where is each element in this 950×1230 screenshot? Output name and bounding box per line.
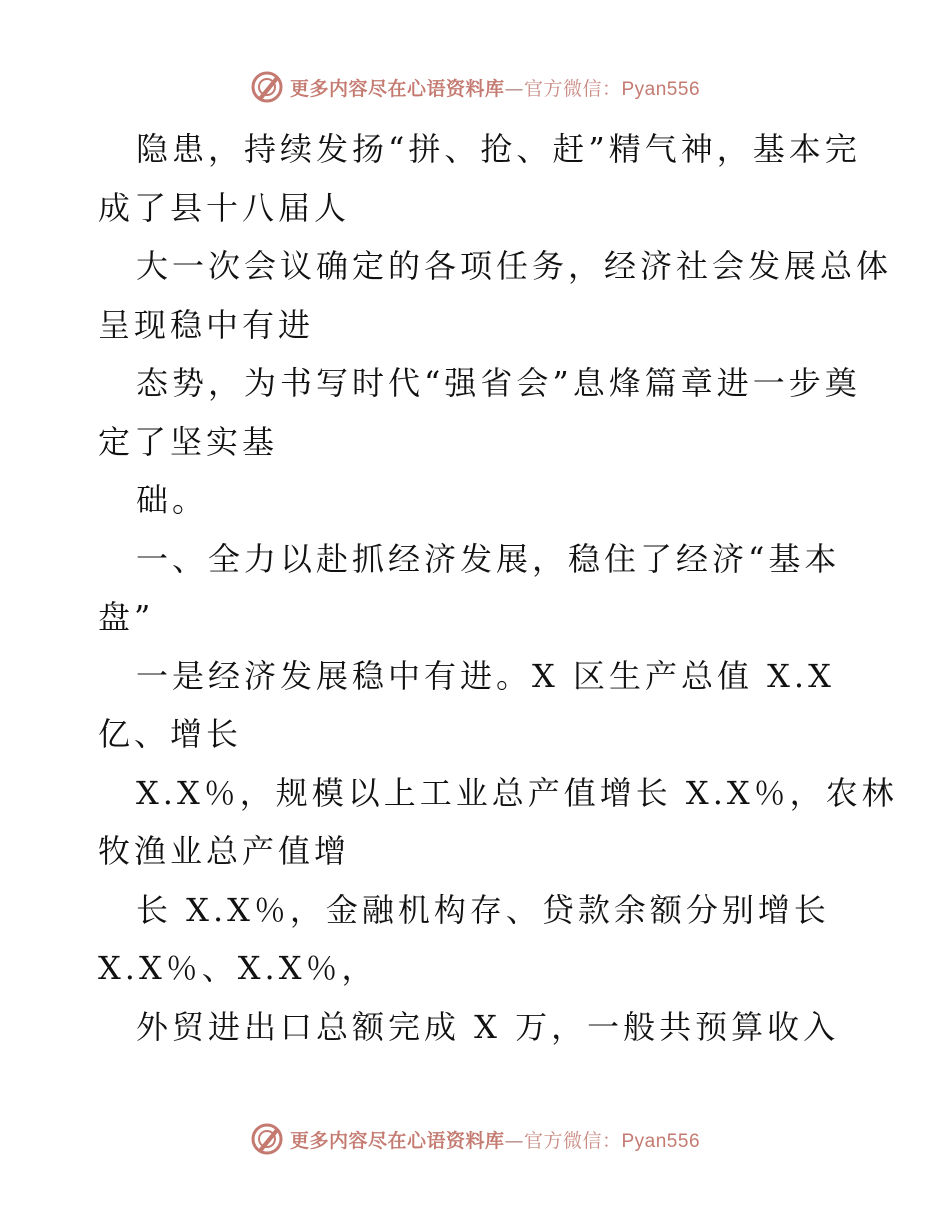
text-line: 牧渔业总产值增 [98,832,351,870]
watermark-main: 更多内容尽在心语资料库 [289,77,505,100]
watermark-official: 官方微信： [523,1129,622,1152]
footer-watermark [0,1122,950,1156]
text-line: 础。 [136,481,209,519]
header-watermark [0,70,950,104]
text-line: 大一次会议确定的各项任务，经济社会发展总体 [136,247,893,285]
document-body [98,120,898,1056]
watermark-separator: — [504,1129,524,1152]
text-line: 长 X.X％，金融机构存、贷款余额分别增长 [136,890,830,929]
pen-logo-icon [250,1122,284,1156]
watermark-id: Pyan556 [621,1130,701,1152]
text-line: 定了坚实基 [98,422,279,461]
watermark-text [290,74,700,101]
text-line: 外贸进出口总额完成 X 万，一般共预算收入 [136,1007,840,1046]
section-heading: 一、全力以赴抓经济发展，稳住了经济“基本 [136,539,841,578]
watermark-main: 更多内容尽在心语资料库 [289,1129,505,1152]
pen-logo-icon [250,70,284,104]
watermark-official: 官方微信： [523,77,622,100]
text-line: 态势，为书写时代“强省会”息烽篇章进一步奠 [136,364,861,402]
text-line: 盘” [98,598,155,636]
text-line: 一是经济发展稳中有进。X 区生产总值 X.X [136,656,835,695]
text-line: X.X％、X.X％， [98,949,378,987]
text-line: 成了县十八届人 [98,188,351,227]
watermark-separator: — [504,77,524,100]
text-line: 呈现稳中有进 [98,305,315,344]
text-line: 亿、增长 [98,715,243,753]
watermark-id: Pyan556 [621,78,701,100]
watermark-text [290,1126,700,1153]
text-line: 隐患，持续发扬“拼、抢、赶”精气神，基本完 [136,130,861,168]
text-line: X.X％，规模以上工业总产值增长 X.X％，农林 [136,773,898,812]
